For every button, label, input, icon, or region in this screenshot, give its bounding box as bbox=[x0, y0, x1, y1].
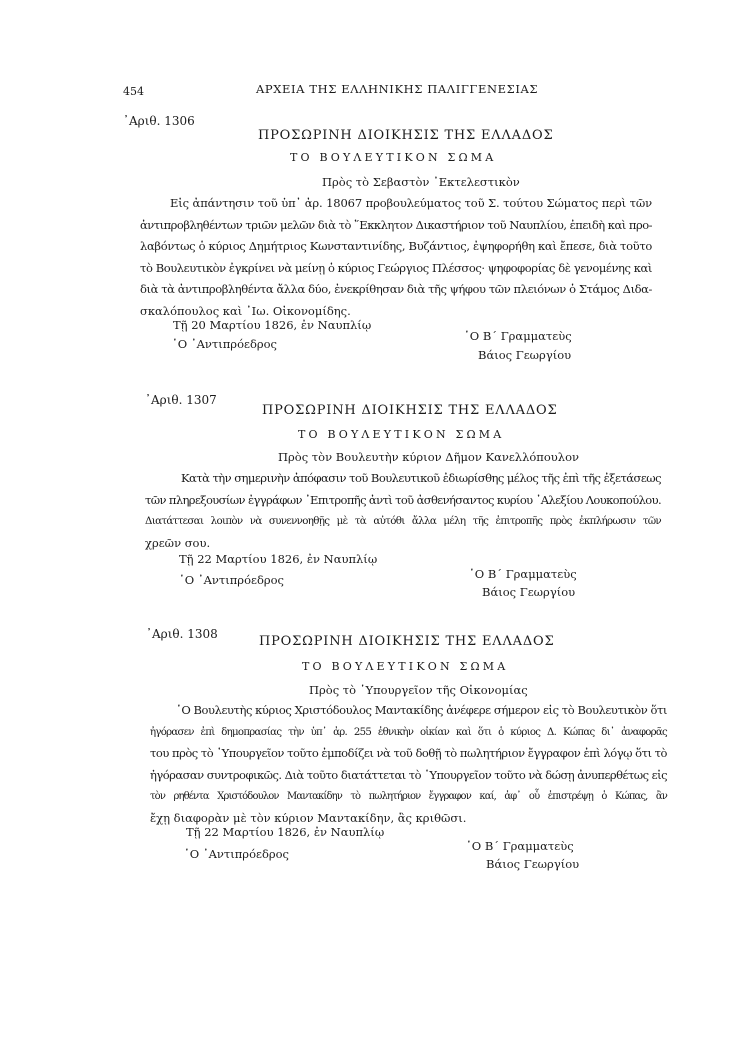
text-line: ἀντιπροβληθέντων τριῶν μελῶν διὰ τὸ ῞Εκκλητον Δικαστήριον τοῦ Ναυπλίου, ἐπειδὴ καὶ προ- bbox=[140, 217, 653, 232]
addressee: Πρὸς τὸ Σεβαστὸν ᾿Εκτελεστικὸν bbox=[322, 175, 520, 189]
document-text bbox=[145, 468, 661, 554]
document-text bbox=[140, 193, 652, 322]
text-line: Εἰς ἀπάντησιν τοῦ ὑπ᾿ ἀρ. 18067 προβουλεύματος τοῦ Σ. τούτου Σώματος περὶ τῶν bbox=[170, 196, 652, 210]
text-line: του πρὸς τὸ ῾Υπουργεῖον τοῦτο ἐμποδίζει νὰ τοῦ δοθῇ τὸ πωλητήριον ἔγγραφον ἐπὶ λόγῳ ὅτι τὸ bbox=[150, 746, 667, 760]
organization-heading: ΠΡΟΣΩΡΙΝΗ ΔΙΟΙΚΗΣΙΣ ΤΗΣ ΕΛΛΑΔΟΣ bbox=[259, 634, 555, 649]
text-line: Διατάττεσαι λοιπὸν νὰ συνεννοηθῇς μὲ τὰ αὐτόθι ἄλλα μέλη τῆς ἐπιτροπῆς πρὸς ἐκπλήρωσιν τῶν bbox=[145, 515, 661, 527]
secretary-name: Βάιος Γεωργίου bbox=[486, 857, 580, 871]
text-line: ῾Ο Βουλευτὴς κύριος Χριστόδουλος Μαντακίδης ἀνέφερε σήμερον εἰς τὸ Βουλευτικὸν ὅτι bbox=[176, 703, 667, 717]
text-line: σκαλόπουλος καὶ ᾿Ιω. Οἰκονομίδης. bbox=[140, 303, 351, 318]
issuing-body: ΤΟ ΒΟΥΛΕΥΤΙΚΟΝ ΣΩΜΑ bbox=[290, 151, 497, 164]
vice-president-signature: ῾Ο ᾿Αντιπρόεδρος bbox=[172, 337, 277, 351]
text-line: ἠγόρασαν συντροφικῶς. Διὰ τοῦτο διατάττεται τὸ ῾Υπουργεῖον τοῦτο νὰ δώσῃ ἀνυπερθέτως εἰς bbox=[150, 767, 667, 782]
issuing-body: ΤΟ ΒΟΥΛΕΥΤΙΚΟΝ ΣΩΜΑ bbox=[298, 428, 505, 441]
text-line: ἠγόρασεν ἐπὶ δημοπρασίας τὴν ὑπ᾿ ἀρ. 255 ἐθνικὴν οἰκίαν καὶ ὅτι ὁ κύριος Δ. Κώπας δι᾿ ἀναφορᾶς bbox=[150, 726, 667, 738]
document-text bbox=[150, 700, 667, 829]
secretary-name: Βάιος Γεωργίου bbox=[482, 585, 576, 599]
secretary-title: ῾Ο Β΄ Γραμματεὺς bbox=[464, 329, 572, 343]
addressee: Πρὸς τὸ ῾Υπουργεῖον τῆς Οἰκονομίας bbox=[309, 683, 528, 697]
document-number: ᾿Αριθ. 1307 bbox=[145, 393, 217, 407]
text-line: τὸ Βουλευτικὸν ἐγκρίνει νὰ μείνῃ ὁ κύριος Γεώργιος Πλέσσος· ψηφοφορίας δὲ γενομένης καὶ bbox=[140, 260, 652, 275]
organization-heading: ΠΡΟΣΩΡΙΝΗ ΔΙΟΙΚΗΣΙΣ ΤΗΣ ΕΛΛΑΔΟΣ bbox=[262, 403, 558, 418]
vice-president-signature: ῾Ο ᾿Αντιπρόεδρος bbox=[184, 847, 289, 861]
secretary-name: Βάιος Γεωργίου bbox=[478, 348, 572, 362]
text-line: Κατὰ τὴν σημερινὴν ἀπόφασιν τοῦ Βουλευτικοῦ ἐδιωρίσθης μέλος τῆς ἐπὶ τῆς ἐξετάσεως bbox=[181, 471, 661, 485]
issuing-body: ΤΟ ΒΟΥΛΕΥΤΙΚΟΝ ΣΩΜΑ bbox=[302, 660, 509, 673]
secretary-title: ῾Ο Β΄ Γραμματεὺς bbox=[466, 839, 574, 853]
page-number: 454 bbox=[123, 85, 144, 98]
date-place: Τῇ 20 Μαρτίου 1826, ἐν Ναυπλίῳ bbox=[173, 318, 372, 332]
text-line: τῶν πληρεξουσίων ἐγγράφων ᾿Επιτροπῆς ἀντὶ τοῦ ἀσθενήσαντος κυρίου ᾿Αλεξίου Λουκοπούλου. bbox=[145, 492, 661, 507]
document-number: ᾿Αριθ. 1306 bbox=[123, 114, 195, 128]
text-line: τὸν ρηθέντα Χριστόδουλον Μαντακίδην τὸ πωλητήριον ἔγγραφον καί, ἀφ᾿ οὗ ἐπιστρέψῃ ὁ Κώπας, ἂν bbox=[150, 791, 667, 802]
text-line: ἔχῃ διαφορὰν μὲ τὸν κύριον Μαντακίδην, ἂς κριθῶσι. bbox=[150, 810, 467, 825]
date-place: Τῇ 22 Μαρτίου 1826, ἐν Ναυπλίῳ bbox=[179, 552, 378, 566]
vice-president-signature: ῾Ο ᾿Αντιπρόεδρος bbox=[179, 573, 284, 587]
addressee: Πρὸς τὸν Βουλευτὴν κύριον Δῆμον Κανελλόπουλον bbox=[278, 450, 579, 464]
text-line: λαβόντως ὁ κύριος Δημήτριος Κωνσταντινίδης, Βυζάντιος, ἐψηφορήθη καὶ ἔπεσε, διὰ τοῦτο bbox=[140, 239, 652, 253]
document-number: ᾿Αριθ. 1308 bbox=[146, 627, 218, 641]
date-place: Τῇ 22 Μαρτίου 1826, ἐν Ναυπλίῳ bbox=[186, 825, 385, 839]
organization-heading: ΠΡΟΣΩΡΙΝΗ ΔΙΟΙΚΗΣΙΣ ΤΗΣ ΕΛΛΑΔΟΣ bbox=[258, 128, 554, 143]
secretary-title: ῾Ο Β΄ Γραμματεὺς bbox=[469, 567, 577, 581]
text-line: χρεῶν σου. bbox=[145, 535, 211, 550]
running-head: ΑΡΧΕΙΑ ΤΗΣ ΕΛΛΗΝΙΚΗΣ ΠΑΛΙΓΓΕΝΕΣΙΑΣ bbox=[256, 82, 539, 96]
text-line: διὰ τὰ ἀντιπροβληθέντα ἄλλα δύο, ἐνεκρίθησαν διὰ τῆς ψήφου τῶν πλειόνων ὁ Στάμος Διδα- bbox=[140, 282, 652, 296]
